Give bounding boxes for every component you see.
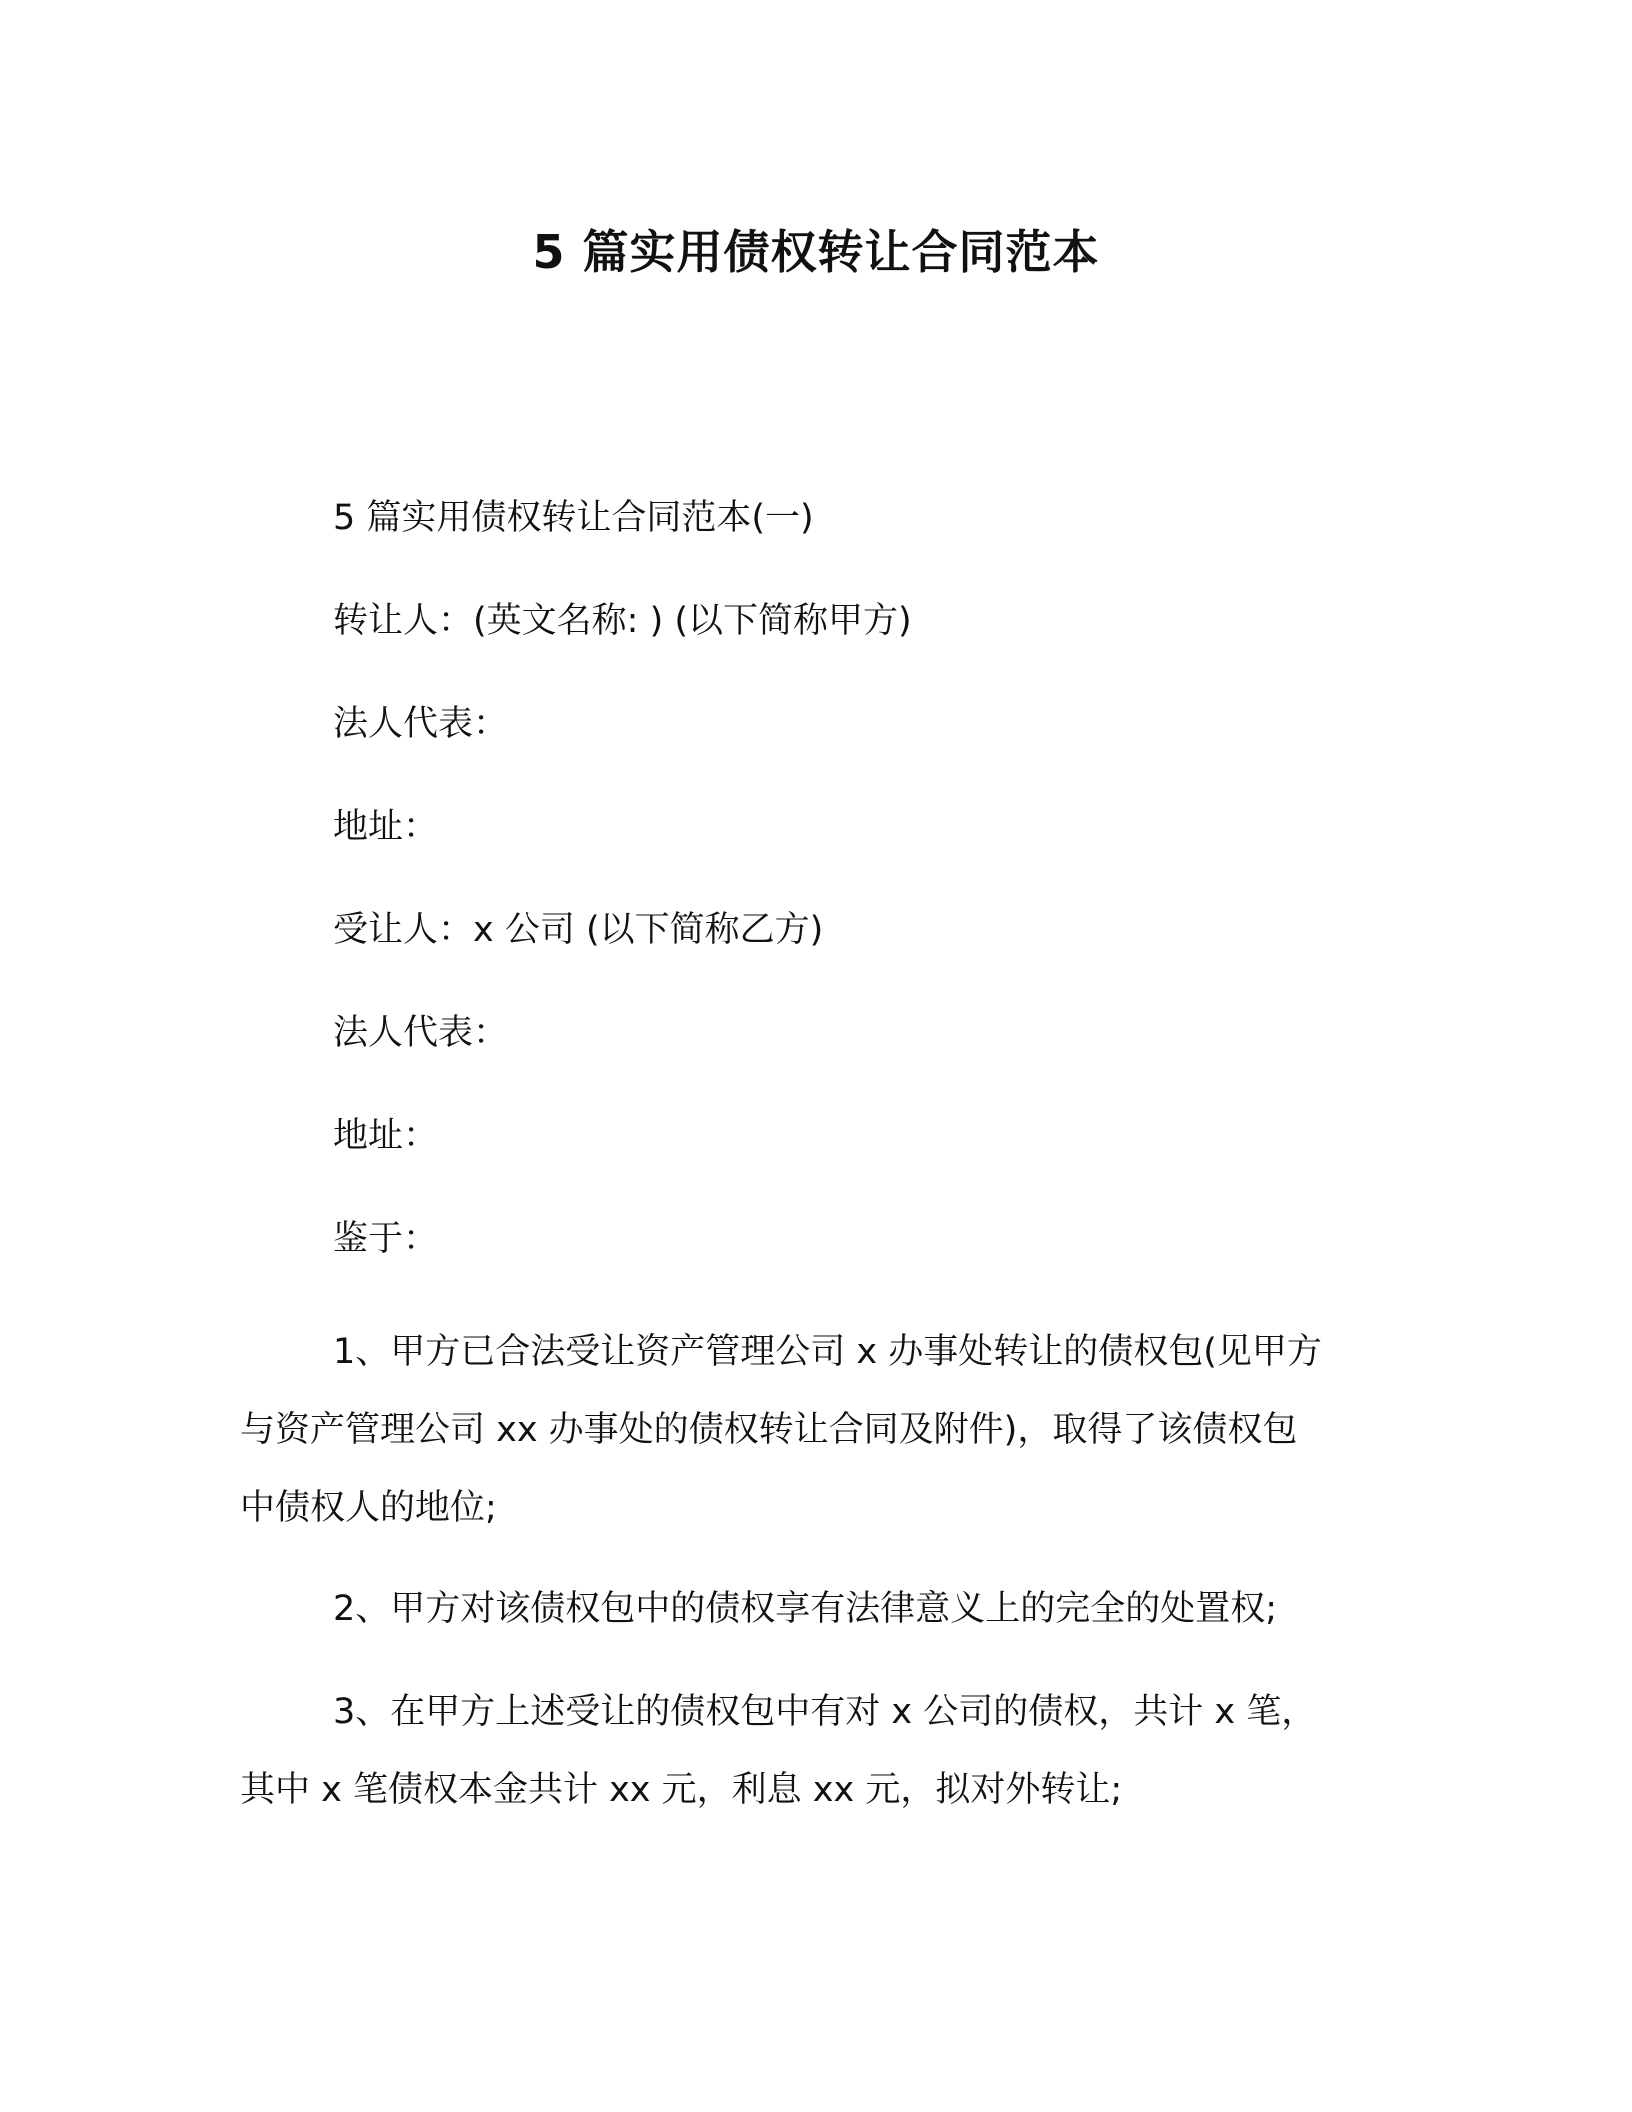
transferee-legal-rep-line: 法人代表： — [333, 1013, 509, 1053]
paragraph-row: 3、在甲方上述受让的债权包中有对 x 公司的债权，共计 x 笔， — [333, 1692, 1317, 1732]
whereas-line: 鉴于： — [333, 1219, 439, 1259]
whereas-paragraph-1 — [240, 1313, 1400, 1547]
whereas-paragraph-2 — [240, 1570, 1400, 1648]
transferee-address-line: 地址： — [333, 1116, 439, 1156]
paragraph-row: 其中 x 笔债权本金共计 xx 元，利息 xx 元，拟对外转让; — [240, 1770, 1123, 1810]
transferor-line: 转让人：(英文名称: ) (以下简称甲方) — [333, 601, 912, 641]
paragraph-row: 中债权人的地位; — [240, 1488, 497, 1528]
paragraph-row: 2、甲方对该债权包中的债权享有法律意义上的完全的处置权; — [333, 1589, 1278, 1629]
whereas-paragraph-3 — [240, 1673, 1400, 1829]
paragraph-row: 1、甲方已合法受让资产管理公司 x 办事处转让的债权包(见甲方 — [333, 1332, 1322, 1372]
transferee-line: 受让人：x 公司 (以下简称乙方) — [333, 910, 824, 950]
transferor-legal-rep-line: 法人代表： — [333, 704, 509, 744]
document-title: 5 篇实用债权转让合同范本 — [532, 225, 1100, 279]
paragraph-row: 与资产管理公司 xx 办事处的债权转让合同及附件)，取得了该债权包 — [240, 1410, 1298, 1450]
transferor-address-line: 地址： — [333, 807, 439, 847]
section-heading: 5 篇实用债权转让合同范本(一) — [333, 498, 814, 538]
